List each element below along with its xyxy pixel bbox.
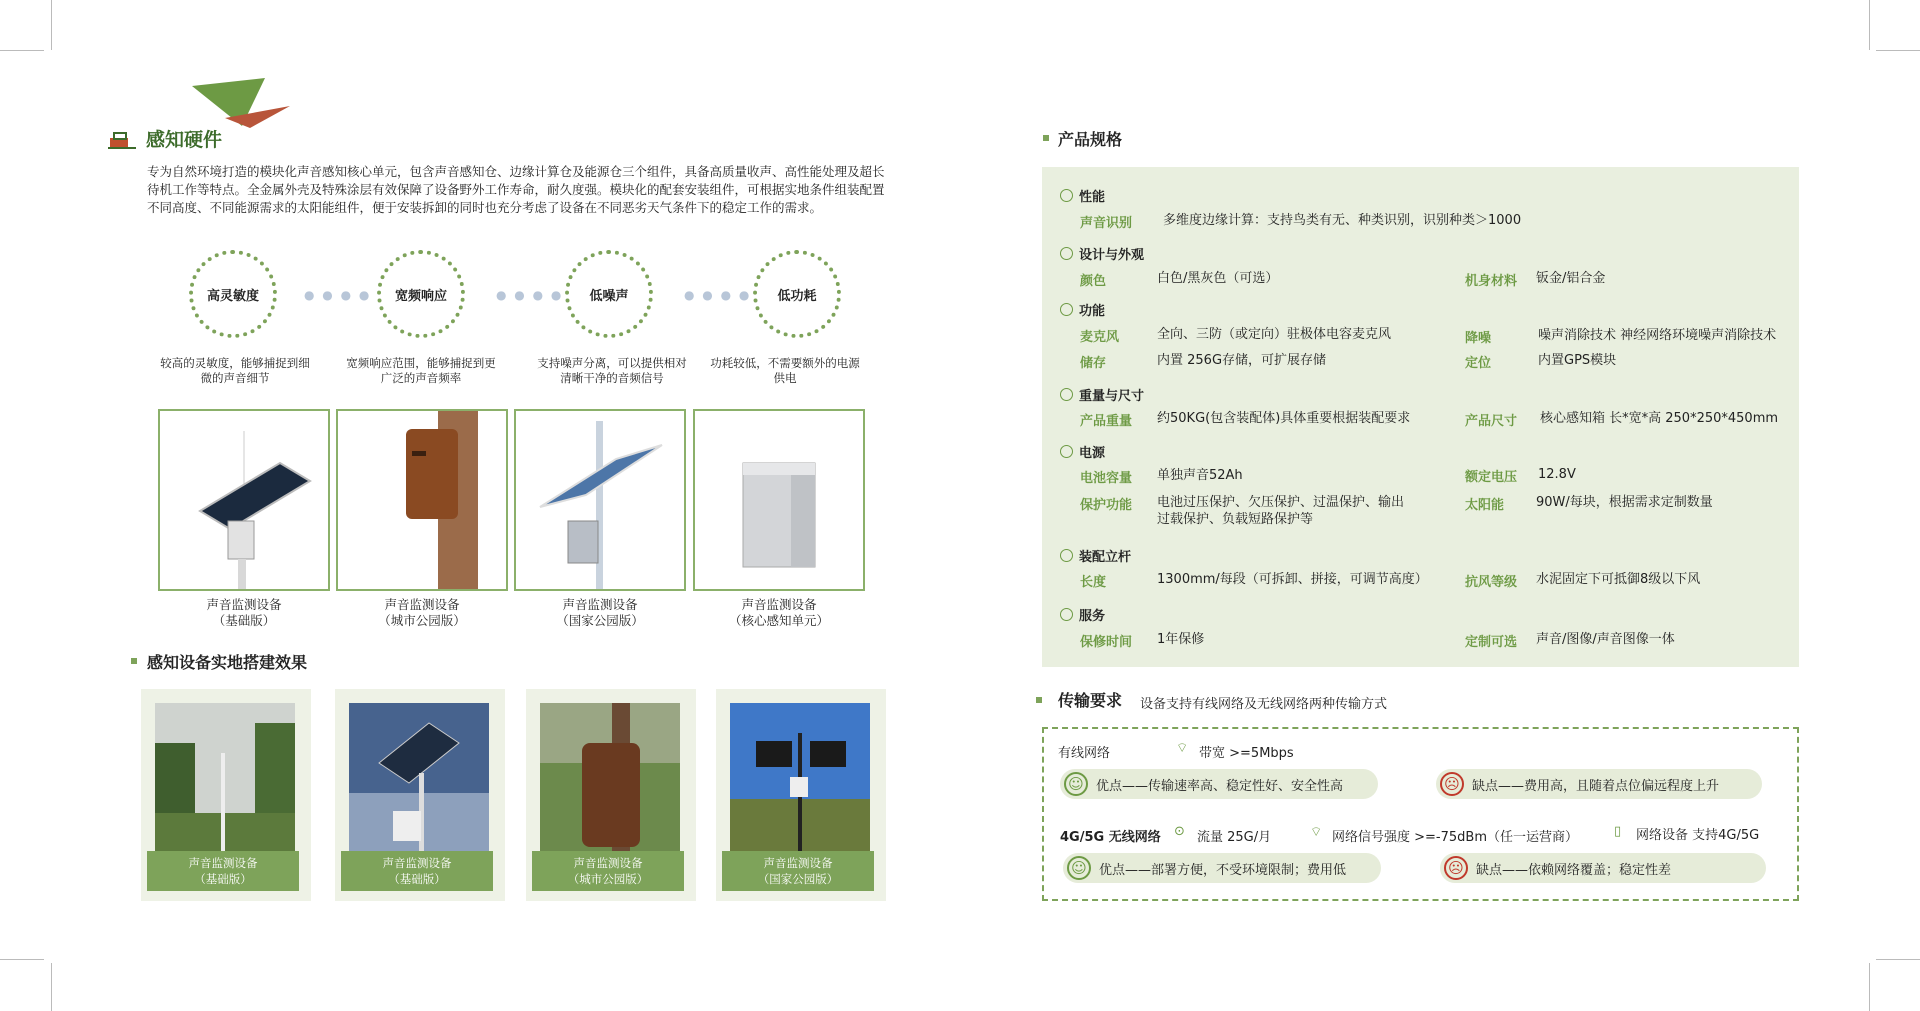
transmission-title: 传输要求 (1058, 691, 1123, 710)
category-power: 电源 (1060, 442, 1105, 461)
feature-circle (565, 250, 653, 338)
wireless-label: 4G/5G 无线网络 (1060, 830, 1161, 845)
site-photo (349, 703, 489, 853)
transmission-subtitle: 设备支持有线网络及无线网络两种传输方式 (1140, 697, 1388, 712)
speaker-icon (1060, 189, 1073, 202)
spec-value: 内置GPS模块 (1538, 353, 1617, 368)
spec-value: 声音/图像/声音图像一体 (1536, 632, 1675, 647)
spec-key: 声音识别 (1080, 216, 1133, 231)
wired-pro-pill: ☺ 优点——传输速率高、稳定性好、安全性高 (1060, 769, 1378, 799)
product-caption: 声音监测设备 （国家公园版） (556, 597, 644, 628)
category-pole: 装配立杆 (1060, 546, 1131, 565)
product-image-city-park (336, 409, 508, 591)
dots-divider: ● ● ● ● (684, 288, 752, 302)
wireless-pro-pill: ☺ 优点——部署方便，不受环境限制；费用低 (1063, 853, 1381, 883)
feature-desc: 功耗较低，不需要额外的电源供电 (710, 356, 860, 385)
dots-divider: ● ● ● ● (496, 288, 564, 302)
spec-key: 产品尺寸 (1465, 414, 1518, 429)
palette-icon (1060, 247, 1073, 260)
bandwidth-value: 带宽 >=5Mbps (1199, 746, 1294, 761)
spec-key: 抗风等级 (1465, 575, 1518, 590)
frown-icon: ☹ (1444, 856, 1468, 880)
site-card (716, 689, 886, 901)
spec-key: 储存 (1080, 356, 1107, 371)
spec-key: 保护功能 (1080, 498, 1133, 513)
traffic-value: 流量 25G/月 (1197, 830, 1272, 845)
spec-key: 长度 (1080, 575, 1107, 590)
category-function: 功能 (1060, 300, 1105, 319)
wired-con-pill: ☹ 缺点——费用高，且随着点位偏远程度上升 (1436, 769, 1762, 799)
feature-name: 低噪声 (589, 288, 629, 304)
traffic-icon: ⊙ (1174, 824, 1185, 839)
spec-value: 电池过压保护、欠压保护、过温保护、输出 过载保护、负载短路保护等 (1157, 495, 1405, 527)
spec-value: 水泥固定下可抵御8级以下风 (1536, 572, 1701, 587)
spec-value: 钣金/铝合金 (1536, 271, 1606, 286)
signal-value: 网络信号强度 >=-75dBm（任一运营商） (1332, 830, 1578, 845)
spec-key: 额定电压 (1465, 470, 1518, 485)
category-performance: 性能 (1060, 186, 1105, 205)
spec-value: 约50KG(包含装配体)具体重要根据装配要求 (1157, 411, 1411, 426)
bullet-square (1043, 135, 1049, 141)
spec-value: 单独声音52Ah (1157, 468, 1243, 483)
smile-icon: ☺ (1067, 856, 1091, 880)
spec-key: 电池容量 (1080, 471, 1133, 486)
spec-key: 定制可选 (1465, 635, 1518, 650)
dots-divider: ● ● ● ● (304, 288, 372, 302)
page-title: 感知硬件 (146, 129, 223, 151)
specs-title: 产品规格 (1058, 130, 1123, 149)
bullet-square (1036, 697, 1042, 703)
product-caption: 声音监测设备 （基础版） (206, 597, 282, 628)
spec-value: 90W/每块，根据需求定制数量 (1536, 495, 1713, 510)
site-label: 声音监测设备 （基础版） (341, 851, 493, 891)
sites-title: 感知设备实地搭建效果 (147, 653, 308, 672)
feature-desc: 宽频响应范围，能够捕捉到更广泛的声音频率 (346, 356, 496, 385)
spec-key: 麦克风 (1080, 330, 1120, 345)
product-image-basic (158, 409, 330, 591)
device-value: 网络设备 支持4G/5G (1636, 828, 1760, 843)
feature-desc: 较高的灵敏度，能够捕捉到细微的声音细节 (160, 356, 310, 385)
spec-key: 机身材料 (1465, 274, 1518, 289)
category-design: 设计与外观 (1060, 244, 1144, 263)
device-icon: ▯ (1614, 824, 1622, 839)
frown-icon: ☹ (1440, 772, 1464, 796)
category-service: 服务 (1060, 605, 1105, 624)
spec-value: 12.8V (1538, 467, 1576, 482)
decorative-triangles-icon (190, 76, 290, 128)
feature-circle (377, 250, 465, 338)
spec-value: 核心感知箱 长*宽*高 250*250*450mm (1540, 411, 1779, 426)
product-caption: 声音监测设备 （城市公园版） (378, 597, 466, 628)
spec-value: 全向、三防（或定向）驻极体电容麦克风 (1157, 327, 1392, 342)
spec-value: 白色/黑灰色（可选） (1157, 271, 1279, 286)
feature-name: 宽频响应 (394, 288, 447, 304)
bullet-square (131, 658, 137, 664)
spec-key: 保修时间 (1080, 635, 1133, 650)
download-icon (1060, 549, 1073, 562)
wifi-icon: ⌔ (1176, 741, 1189, 756)
feature-circle (753, 250, 841, 338)
category-weight: 重量与尺寸 (1060, 385, 1144, 404)
service-icon (1060, 608, 1073, 621)
product-caption: 声音监测设备 （核心感知单元） (728, 597, 829, 628)
gear-icon (1060, 303, 1073, 316)
signal-icon: ⌔ (1310, 825, 1323, 840)
wireless-con-pill: ☹ 缺点——依赖网络覆盖；稳定性差 (1440, 853, 1766, 883)
site-photo (155, 703, 295, 853)
site-card (335, 689, 505, 901)
product-image-core-unit (693, 409, 865, 591)
feature-name: 高灵敏度 (206, 288, 259, 304)
site-label: 声音监测设备 （基础版） (147, 851, 299, 891)
spec-key: 降噪 (1465, 331, 1492, 346)
site-label: 声音监测设备 （国家公园版） (722, 851, 874, 891)
feature-circle (189, 250, 277, 338)
feature-desc: 支持噪声分离，可以提供相对清晰干净的音频信号 (537, 356, 687, 385)
scale-icon (1060, 388, 1073, 401)
site-photo (540, 703, 680, 853)
intro-paragraph: 专为自然环境打造的模块化声音感知核心单元，包含声音感知仓、边缘计算仓及能源仓三个组件，具备高质量收声、高性能处理及超长待机工作等特点。全金属外壳及特殊涂层有效保障了设备野外工作寿命，耐久度强。模块化的配套安装组件，可根据实地条件组装配置不同高度、不同能源需求的太阳能组件，便于安装拆卸的同时也充分考虑了设备在不同恶劣天气条件下的稳定工作的需求。 (147, 164, 885, 215)
spec-key: 颜色 (1080, 274, 1107, 289)
site-card (141, 689, 311, 901)
product-image-national-park (514, 409, 686, 591)
wired-label: 有线网络 (1058, 746, 1111, 761)
site-photo (730, 703, 870, 853)
smile-icon: ☺ (1064, 772, 1088, 796)
plug-icon (1060, 445, 1073, 458)
spec-value: 内置 256G存储，可扩展存储 (1157, 353, 1327, 368)
spec-key: 太阳能 (1465, 498, 1505, 513)
site-card (526, 689, 696, 901)
spec-value: 1年保修 (1157, 632, 1205, 647)
feature-name: 低功耗 (777, 288, 817, 304)
spec-key: 产品重量 (1080, 414, 1133, 429)
spec-value: 1300mm/每段（可拆卸、拼接，可调节高度） (1157, 572, 1428, 587)
spec-key: 定位 (1465, 356, 1492, 371)
spec-value: 多维度边缘计算：支持鸟类有无、种类识别，识别种类＞1000 (1163, 213, 1522, 228)
hardware-icon (108, 130, 136, 150)
site-label: 声音监测设备 （城市公园版） (532, 851, 684, 891)
spec-value: 噪声消除技术 神经网络环境噪声消除技术 (1538, 328, 1777, 343)
